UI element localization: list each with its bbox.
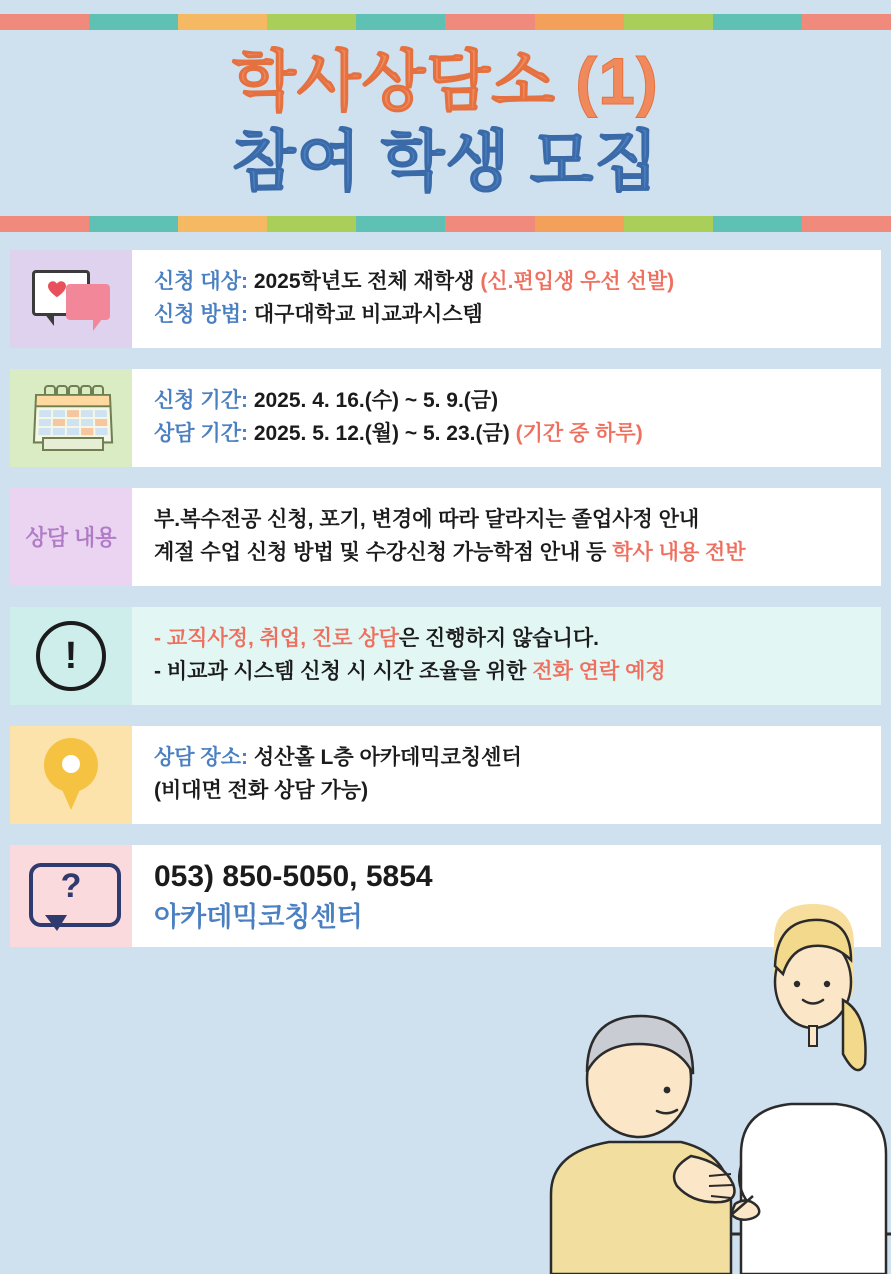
application-target-line [154,266,865,299]
application-method-value: 대구대학교 비교과시스템 [247,302,483,326]
row-notice-body [132,607,881,705]
counsel-period-note: (기간 중 하루) [515,421,643,445]
location-note: (비대면 전화 상담 가능) [154,778,369,802]
calendar-icon [10,369,132,467]
counsel-period-line [154,418,865,451]
contact-phone: 053) 850-5050, 5854 [154,859,433,893]
notice-1-value: 은 진행하지 않습니다. [398,627,599,651]
location-line-2 [154,775,865,808]
row-application-body [132,250,881,348]
location-pin-icon [10,726,132,824]
application-method-line [154,299,865,332]
location-line-1 [154,742,865,775]
notice-2-highlight: 전화 연락 예정 [532,659,666,683]
counsel-topic-1-value: 부.복수전공 신청, 포기, 변경에 따라 달라지는 졸업사정 안내 [154,508,700,532]
exclamation-icon: ! [10,607,132,705]
location-value: 성산홀 L층 아카데믹코칭센터 [247,746,522,770]
title-line-2: 참여 학생 모집 [231,123,660,198]
chat-heart-icon [10,250,132,348]
apply-period-value: 2025. 4. 16.(수) ~ 5. 9.(금) [247,389,499,413]
notice-2-value: 비교과 시스템 신청 시 시간 조율을 위한 [166,659,533,683]
apply-period-label: 신청 기간: [154,389,248,413]
top-color-strip [0,14,891,30]
info-rows [0,250,891,948]
counsel-topic-line-2 [154,537,865,570]
notice-1-highlight: 교직사정, 취업, 진로 상담 [166,627,399,651]
heart-icon [47,280,67,298]
student-figure [551,1016,735,1274]
notice-line-2 [154,656,865,689]
title-line-1: 학사상담소 (1) [232,44,659,118]
notice-1-bullet: - [154,627,167,651]
row-notice [10,607,881,705]
counsel-topic-label [10,488,132,586]
counsel-topic-2-value: 계절 수업 신청 방법 및 수강신청 가능학점 안내 등 [154,540,613,564]
row-counsel-topics-body [132,488,881,586]
application-target-label: 신청 대상: [154,270,248,294]
contact-org: 아카데믹코칭센터 [154,902,363,933]
counseling-illustration [491,904,891,1274]
row-counsel-topics [10,488,881,586]
counsel-topic-label-text: 상담 내용 [25,525,117,551]
counsel-period-label: 상담 기간: [154,421,248,445]
question-bubble-icon: ? [10,845,132,948]
application-method-label: 신청 방법: [154,302,248,326]
application-target-note: (신.편입생 우선 선발) [480,270,675,294]
poster-title [0,30,891,208]
counsel-topic-2-highlight: 학사 내용 전반 [612,540,746,564]
row-contact-body [132,845,881,948]
mid-color-strip [0,216,891,232]
row-period [10,369,881,467]
row-period-body [132,369,881,467]
row-contact [10,845,881,948]
counsel-topic-line-1 [154,504,865,537]
location-label: 상담 장소: [154,746,248,770]
row-location [10,726,881,824]
advisor-figure [723,904,886,1274]
notice-line-1 [154,623,865,656]
apply-period-line [154,385,865,418]
application-target-value: 2025학년도 전체 재학생 [247,270,481,294]
row-location-body [132,726,881,824]
notice-2-bullet: - [154,659,167,683]
counsel-period-value: 2025. 5. 12.(월) ~ 5. 23.(금) [247,421,516,445]
row-application [10,250,881,348]
